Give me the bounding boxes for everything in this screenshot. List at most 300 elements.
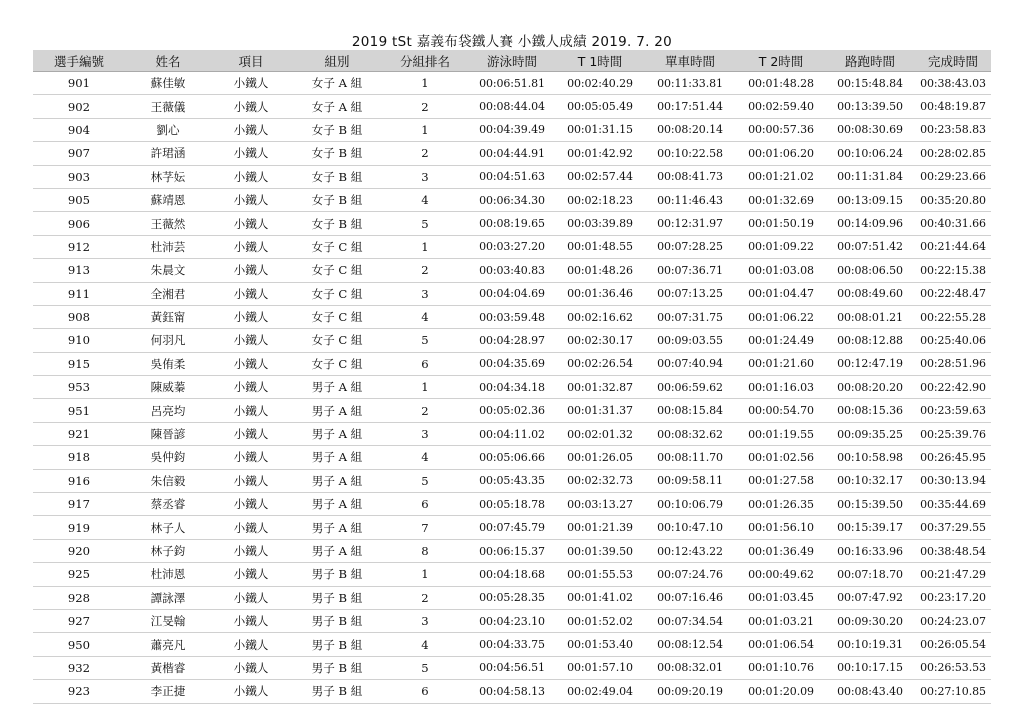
col-name-cell: 全湘君 xyxy=(125,282,211,305)
col-run-time-cell: 00:07:47.92 xyxy=(825,586,915,609)
col-bib-number-cell: 950 xyxy=(33,633,125,656)
col-group-rank-cell: 5 xyxy=(383,329,467,352)
table-row xyxy=(33,516,991,539)
col-name-cell: 朱信毅 xyxy=(125,469,211,492)
col-finish-time-cell: 00:23:58.83 xyxy=(915,118,991,141)
table-row xyxy=(33,376,991,399)
col-group-cell: 女子 C 組 xyxy=(291,282,383,305)
col-finish-time-cell: 00:21:44.64 xyxy=(915,235,991,258)
col-bib-number-cell: 906 xyxy=(33,212,125,235)
col-run-time-cell: 00:16:33.96 xyxy=(825,539,915,562)
col-swim-time-cell: 00:08:19.65 xyxy=(467,212,557,235)
col-bike-time-cell: 00:07:13.25 xyxy=(643,282,737,305)
col-bib-number-cell: 923 xyxy=(33,680,125,703)
col-group-cell: 男子 A 組 xyxy=(291,516,383,539)
col-t1-time-cell: 00:01:53.40 xyxy=(557,633,643,656)
col-swim-time-cell: 00:05:43.35 xyxy=(467,469,557,492)
col-run-time-cell: 00:08:15.36 xyxy=(825,399,915,422)
col-name-cell: 許珺涵 xyxy=(125,142,211,165)
col-swim-time-cell: 00:04:11.02 xyxy=(467,422,557,445)
col-t1-time-header: T 1時間 xyxy=(557,50,643,72)
col-group-rank-cell: 2 xyxy=(383,586,467,609)
col-group-cell: 男子 A 組 xyxy=(291,469,383,492)
col-t2-time-cell: 00:01:06.54 xyxy=(737,633,825,656)
table-row xyxy=(33,118,991,141)
col-group-rank-cell: 3 xyxy=(383,165,467,188)
col-bib-number-cell: 916 xyxy=(33,469,125,492)
table-row xyxy=(33,446,991,469)
col-group-rank-cell: 3 xyxy=(383,282,467,305)
col-name-cell: 林子鈞 xyxy=(125,539,211,562)
table-row xyxy=(33,609,991,632)
col-t2-time-cell: 00:01:50.19 xyxy=(737,212,825,235)
col-group-rank-cell: 1 xyxy=(383,563,467,586)
col-finish-time-cell: 00:22:15.38 xyxy=(915,259,991,282)
col-finish-time-cell: 00:35:44.69 xyxy=(915,493,991,516)
col-run-time-cell: 00:08:30.69 xyxy=(825,118,915,141)
col-name-cell: 朱晨文 xyxy=(125,259,211,282)
col-t1-time-cell: 00:01:48.26 xyxy=(557,259,643,282)
col-t2-time-header: T 2時間 xyxy=(737,50,825,72)
col-event-cell: 小鐵人 xyxy=(211,352,291,375)
col-bib-number-cell: 925 xyxy=(33,563,125,586)
col-name-cell: 何羽凡 xyxy=(125,329,211,352)
col-t1-time-cell: 00:01:31.37 xyxy=(557,399,643,422)
col-bib-number-cell: 903 xyxy=(33,165,125,188)
col-t1-time-cell: 00:01:26.05 xyxy=(557,446,643,469)
table-row xyxy=(33,422,991,445)
col-event-cell: 小鐵人 xyxy=(211,305,291,328)
col-swim-time-cell: 00:07:45.79 xyxy=(467,516,557,539)
col-group-rank-cell: 8 xyxy=(383,539,467,562)
col-event-cell: 小鐵人 xyxy=(211,95,291,118)
col-name-cell: 吳仲鈞 xyxy=(125,446,211,469)
col-run-time-cell: 00:10:19.31 xyxy=(825,633,915,656)
col-group-rank-cell: 6 xyxy=(383,493,467,516)
col-bike-time-cell: 00:17:51.44 xyxy=(643,95,737,118)
col-swim-time-cell: 00:06:51.81 xyxy=(467,72,557,95)
col-group-rank-cell: 3 xyxy=(383,422,467,445)
page-title: 2019 tSt 嘉義布袋鐵人賽 小鐵人成績 2019. 7. 20 xyxy=(351,34,673,50)
col-finish-time-cell: 00:37:29.55 xyxy=(915,516,991,539)
col-name-cell: 陳威蓁 xyxy=(125,376,211,399)
col-group-rank-cell: 4 xyxy=(383,188,467,211)
col-bib-number-cell: 902 xyxy=(33,95,125,118)
col-event-cell: 小鐵人 xyxy=(211,469,291,492)
col-group-rank-header: 分組排名 xyxy=(383,50,467,72)
col-run-time-cell: 00:09:30.20 xyxy=(825,609,915,632)
table-row xyxy=(33,469,991,492)
col-bike-time-cell: 00:08:41.73 xyxy=(643,165,737,188)
col-finish-time-cell: 00:26:45.95 xyxy=(915,446,991,469)
col-bike-time-cell: 00:07:40.94 xyxy=(643,352,737,375)
col-bike-time-cell: 00:12:43.22 xyxy=(643,539,737,562)
col-bib-number-cell: 917 xyxy=(33,493,125,516)
col-t2-time-cell: 00:01:56.10 xyxy=(737,516,825,539)
col-t2-time-cell: 00:01:04.47 xyxy=(737,282,825,305)
col-bib-number-cell: 907 xyxy=(33,142,125,165)
table-row xyxy=(33,563,991,586)
col-name-cell: 黃鈺甯 xyxy=(125,305,211,328)
col-t2-time-cell: 00:01:27.58 xyxy=(737,469,825,492)
col-group-cell: 男子 A 組 xyxy=(291,422,383,445)
col-run-time-cell: 00:09:35.25 xyxy=(825,422,915,445)
col-finish-time-cell: 00:23:17.20 xyxy=(915,586,991,609)
table-row xyxy=(33,212,991,235)
col-t1-time-cell: 00:03:13.27 xyxy=(557,493,643,516)
col-run-time-cell: 00:12:47.19 xyxy=(825,352,915,375)
col-group-cell: 女子 B 組 xyxy=(291,165,383,188)
col-t2-time-cell: 00:00:54.70 xyxy=(737,399,825,422)
col-event-cell: 小鐵人 xyxy=(211,259,291,282)
col-swim-time-cell: 00:04:56.51 xyxy=(467,656,557,679)
col-event-cell: 小鐵人 xyxy=(211,446,291,469)
col-finish-time-cell: 00:26:53.53 xyxy=(915,656,991,679)
col-run-time-header: 路跑時間 xyxy=(825,50,915,72)
col-t1-time-cell: 00:02:40.29 xyxy=(557,72,643,95)
col-swim-time-cell: 00:04:28.97 xyxy=(467,329,557,352)
col-group-rank-cell: 1 xyxy=(383,118,467,141)
col-bib-number-cell: 912 xyxy=(33,235,125,258)
col-name-cell: 蘇佳敏 xyxy=(125,72,211,95)
col-t1-time-cell: 00:01:55.53 xyxy=(557,563,643,586)
col-finish-time-cell: 00:25:40.06 xyxy=(915,329,991,352)
col-t2-time-cell: 00:00:49.62 xyxy=(737,563,825,586)
results-table xyxy=(33,50,991,704)
col-event-cell: 小鐵人 xyxy=(211,282,291,305)
col-finish-time-cell: 00:30:13.94 xyxy=(915,469,991,492)
col-t2-time-cell: 00:01:03.08 xyxy=(737,259,825,282)
col-group-rank-cell: 4 xyxy=(383,305,467,328)
col-bike-time-cell: 00:12:31.97 xyxy=(643,212,737,235)
col-t1-time-cell: 00:02:30.17 xyxy=(557,329,643,352)
col-group-cell: 女子 B 組 xyxy=(291,188,383,211)
col-run-time-cell: 00:08:06.50 xyxy=(825,259,915,282)
col-event-cell: 小鐵人 xyxy=(211,563,291,586)
col-group-cell: 男子 A 組 xyxy=(291,539,383,562)
col-event-cell: 小鐵人 xyxy=(211,165,291,188)
col-name-cell: 林芓妘 xyxy=(125,165,211,188)
col-t2-time-cell: 00:01:21.60 xyxy=(737,352,825,375)
col-name-cell: 劉心 xyxy=(125,118,211,141)
table-row xyxy=(33,259,991,282)
col-group-cell: 男子 B 組 xyxy=(291,633,383,656)
col-t2-time-cell: 00:02:59.40 xyxy=(737,95,825,118)
col-t2-time-cell: 00:01:10.76 xyxy=(737,656,825,679)
col-t2-time-cell: 00:01:26.35 xyxy=(737,493,825,516)
col-bib-number-cell: 921 xyxy=(33,422,125,445)
col-t2-time-cell: 00:01:20.09 xyxy=(737,680,825,703)
col-run-time-cell: 00:15:39.50 xyxy=(825,493,915,516)
col-finish-time-cell: 00:23:59.63 xyxy=(915,399,991,422)
col-group-cell: 女子 C 組 xyxy=(291,305,383,328)
table-row xyxy=(33,493,991,516)
col-t1-time-cell: 00:02:16.62 xyxy=(557,305,643,328)
table-row xyxy=(33,282,991,305)
col-finish-time-cell: 00:28:51.96 xyxy=(915,352,991,375)
col-group-cell: 女子 B 組 xyxy=(291,212,383,235)
col-name-header: 姓名 xyxy=(125,50,211,72)
col-group-cell: 女子 C 組 xyxy=(291,259,383,282)
col-swim-time-cell: 00:04:39.49 xyxy=(467,118,557,141)
col-event-cell: 小鐵人 xyxy=(211,399,291,422)
col-bike-time-header: 單車時間 xyxy=(643,50,737,72)
col-swim-time-cell: 00:06:15.37 xyxy=(467,539,557,562)
col-swim-time-cell: 00:03:59.48 xyxy=(467,305,557,328)
col-t1-time-cell: 00:02:49.04 xyxy=(557,680,643,703)
header-row xyxy=(33,50,991,72)
col-group-rank-cell: 1 xyxy=(383,235,467,258)
col-swim-time-cell: 00:04:23.10 xyxy=(467,609,557,632)
col-bike-time-cell: 00:08:20.14 xyxy=(643,118,737,141)
col-bike-time-cell: 00:09:20.19 xyxy=(643,680,737,703)
col-group-rank-cell: 5 xyxy=(383,212,467,235)
col-finish-time-header: 完成時間 xyxy=(915,50,991,72)
col-run-time-cell: 00:08:12.88 xyxy=(825,329,915,352)
col-group-cell: 女子 C 組 xyxy=(291,329,383,352)
col-name-cell: 吳侑柔 xyxy=(125,352,211,375)
col-group-cell: 男子 A 組 xyxy=(291,376,383,399)
col-t1-time-cell: 00:02:01.32 xyxy=(557,422,643,445)
table-row xyxy=(33,72,991,95)
col-t1-time-cell: 00:01:48.55 xyxy=(557,235,643,258)
table-row xyxy=(33,656,991,679)
col-bike-time-cell: 00:10:06.79 xyxy=(643,493,737,516)
col-finish-time-cell: 00:22:48.47 xyxy=(915,282,991,305)
col-group-rank-cell: 5 xyxy=(383,656,467,679)
col-t1-time-cell: 00:01:36.46 xyxy=(557,282,643,305)
table-row xyxy=(33,539,991,562)
col-group-rank-cell: 1 xyxy=(383,376,467,399)
col-t1-time-cell: 00:01:41.02 xyxy=(557,586,643,609)
col-group-rank-cell: 1 xyxy=(383,72,467,95)
col-bike-time-cell: 00:07:34.54 xyxy=(643,609,737,632)
col-bike-time-cell: 00:11:33.81 xyxy=(643,72,737,95)
col-group-cell: 女子 A 組 xyxy=(291,95,383,118)
table-body xyxy=(33,72,991,704)
col-event-cell: 小鐵人 xyxy=(211,188,291,211)
col-event-cell: 小鐵人 xyxy=(211,656,291,679)
col-group-rank-cell: 2 xyxy=(383,399,467,422)
col-name-cell: 李正捷 xyxy=(125,680,211,703)
col-t1-time-cell: 00:01:32.87 xyxy=(557,376,643,399)
col-name-cell: 杜沛恩 xyxy=(125,563,211,586)
col-group-cell: 男子 B 組 xyxy=(291,586,383,609)
table-row xyxy=(33,586,991,609)
col-group-rank-cell: 6 xyxy=(383,680,467,703)
col-finish-time-cell: 00:28:02.85 xyxy=(915,142,991,165)
col-run-time-cell: 00:13:39.50 xyxy=(825,95,915,118)
col-event-cell: 小鐵人 xyxy=(211,539,291,562)
table-row xyxy=(33,305,991,328)
col-name-cell: 江旻翰 xyxy=(125,609,211,632)
col-run-time-cell: 00:10:58.98 xyxy=(825,446,915,469)
col-run-time-cell: 00:08:01.21 xyxy=(825,305,915,328)
col-swim-time-cell: 00:05:28.35 xyxy=(467,586,557,609)
col-t1-time-cell: 00:01:21.39 xyxy=(557,516,643,539)
col-t2-time-cell: 00:01:06.22 xyxy=(737,305,825,328)
col-t2-time-cell: 00:01:32.69 xyxy=(737,188,825,211)
col-t2-time-cell: 00:01:16.03 xyxy=(737,376,825,399)
col-finish-time-cell: 00:25:39.76 xyxy=(915,422,991,445)
col-swim-time-cell: 00:04:34.18 xyxy=(467,376,557,399)
table-row xyxy=(33,165,991,188)
col-group-cell: 男子 A 組 xyxy=(291,399,383,422)
table-row xyxy=(33,95,991,118)
col-group-rank-cell: 4 xyxy=(383,633,467,656)
col-swim-time-cell: 00:06:34.30 xyxy=(467,188,557,211)
col-bike-time-cell: 00:07:31.75 xyxy=(643,305,737,328)
col-t1-time-cell: 00:01:57.10 xyxy=(557,656,643,679)
col-t1-time-cell: 00:02:57.44 xyxy=(557,165,643,188)
col-t2-time-cell: 00:01:02.56 xyxy=(737,446,825,469)
col-event-cell: 小鐵人 xyxy=(211,633,291,656)
col-bib-number-cell: 905 xyxy=(33,188,125,211)
col-run-time-cell: 00:15:48.84 xyxy=(825,72,915,95)
col-event-cell: 小鐵人 xyxy=(211,72,291,95)
col-event-cell: 小鐵人 xyxy=(211,586,291,609)
col-swim-time-cell: 00:04:44.91 xyxy=(467,142,557,165)
col-name-cell: 黃楷睿 xyxy=(125,656,211,679)
col-t2-time-cell: 00:01:19.55 xyxy=(737,422,825,445)
col-swim-time-cell: 00:04:58.13 xyxy=(467,680,557,703)
table-row xyxy=(33,399,991,422)
col-event-cell: 小鐵人 xyxy=(211,516,291,539)
col-name-cell: 杜沛芸 xyxy=(125,235,211,258)
col-group-cell: 女子 B 組 xyxy=(291,142,383,165)
col-t1-time-cell: 00:02:18.23 xyxy=(557,188,643,211)
col-bib-number-cell: 920 xyxy=(33,539,125,562)
col-finish-time-cell: 00:40:31.66 xyxy=(915,212,991,235)
col-bike-time-cell: 00:08:32.62 xyxy=(643,422,737,445)
col-swim-time-cell: 00:03:40.83 xyxy=(467,259,557,282)
col-t2-time-cell: 00:01:09.22 xyxy=(737,235,825,258)
col-bike-time-cell: 00:10:22.58 xyxy=(643,142,737,165)
col-swim-time-header: 游泳時間 xyxy=(467,50,557,72)
col-group-cell: 男子 A 組 xyxy=(291,446,383,469)
table-row xyxy=(33,633,991,656)
col-bib-number-cell: 951 xyxy=(33,399,125,422)
col-finish-time-cell: 00:29:23.66 xyxy=(915,165,991,188)
col-t2-time-cell: 00:01:24.49 xyxy=(737,329,825,352)
col-t1-time-cell: 00:03:39.89 xyxy=(557,212,643,235)
col-event-cell: 小鐵人 xyxy=(211,329,291,352)
col-group-rank-cell: 5 xyxy=(383,469,467,492)
col-group-cell: 男子 B 組 xyxy=(291,563,383,586)
col-finish-time-cell: 00:24:23.07 xyxy=(915,609,991,632)
col-name-cell: 蘇靖恩 xyxy=(125,188,211,211)
col-bib-number-header: 選手編號 xyxy=(33,50,125,72)
col-swim-time-cell: 00:08:44.04 xyxy=(467,95,557,118)
col-swim-time-cell: 00:04:18.68 xyxy=(467,563,557,586)
table-header xyxy=(33,50,991,72)
col-event-cell: 小鐵人 xyxy=(211,376,291,399)
col-event-cell: 小鐵人 xyxy=(211,142,291,165)
table-row xyxy=(33,329,991,352)
col-t1-time-cell: 00:01:52.02 xyxy=(557,609,643,632)
col-bib-number-cell: 913 xyxy=(33,259,125,282)
col-event-cell: 小鐵人 xyxy=(211,422,291,445)
col-t2-time-cell: 00:01:48.28 xyxy=(737,72,825,95)
col-group-cell: 女子 C 組 xyxy=(291,352,383,375)
col-name-cell: 王薇儀 xyxy=(125,95,211,118)
col-t1-time-cell: 00:01:42.92 xyxy=(557,142,643,165)
col-name-cell: 陳晉諺 xyxy=(125,422,211,445)
col-group-cell: 男子 A 組 xyxy=(291,493,383,516)
col-bib-number-cell: 901 xyxy=(33,72,125,95)
table-row xyxy=(33,188,991,211)
col-bib-number-cell: 908 xyxy=(33,305,125,328)
col-group-rank-cell: 2 xyxy=(383,95,467,118)
col-finish-time-cell: 00:35:20.80 xyxy=(915,188,991,211)
col-group-rank-cell: 3 xyxy=(383,609,467,632)
col-swim-time-cell: 00:03:27.20 xyxy=(467,235,557,258)
col-swim-time-cell: 00:04:33.75 xyxy=(467,633,557,656)
col-group-cell: 男子 B 組 xyxy=(291,609,383,632)
col-swim-time-cell: 00:05:06.66 xyxy=(467,446,557,469)
col-bib-number-cell: 918 xyxy=(33,446,125,469)
col-bike-time-cell: 00:08:32.01 xyxy=(643,656,737,679)
col-run-time-cell: 00:14:09.96 xyxy=(825,212,915,235)
col-bib-number-cell: 953 xyxy=(33,376,125,399)
col-name-cell: 呂亮均 xyxy=(125,399,211,422)
col-bib-number-cell: 910 xyxy=(33,329,125,352)
col-bib-number-cell: 904 xyxy=(33,118,125,141)
col-bike-time-cell: 00:08:12.54 xyxy=(643,633,737,656)
col-event-cell: 小鐵人 xyxy=(211,235,291,258)
col-bib-number-cell: 911 xyxy=(33,282,125,305)
col-t2-time-cell: 00:01:36.49 xyxy=(737,539,825,562)
col-bike-time-cell: 00:11:46.43 xyxy=(643,188,737,211)
col-bike-time-cell: 00:07:16.46 xyxy=(643,586,737,609)
col-finish-time-cell: 00:22:55.28 xyxy=(915,305,991,328)
col-group-rank-cell: 2 xyxy=(383,259,467,282)
col-swim-time-cell: 00:04:04.69 xyxy=(467,282,557,305)
table-row xyxy=(33,352,991,375)
col-group-cell: 女子 C 組 xyxy=(291,235,383,258)
col-bike-time-cell: 00:10:47.10 xyxy=(643,516,737,539)
col-t1-time-cell: 00:02:26.54 xyxy=(557,352,643,375)
col-t2-time-cell: 00:01:06.20 xyxy=(737,142,825,165)
col-run-time-cell: 00:10:32.17 xyxy=(825,469,915,492)
col-name-cell: 蔡丞睿 xyxy=(125,493,211,516)
col-bike-time-cell: 00:07:28.25 xyxy=(643,235,737,258)
col-bib-number-cell: 928 xyxy=(33,586,125,609)
col-group-rank-cell: 2 xyxy=(383,142,467,165)
col-event-header: 項目 xyxy=(211,50,291,72)
col-group-cell: 女子 B 組 xyxy=(291,118,383,141)
col-swim-time-cell: 00:04:35.69 xyxy=(467,352,557,375)
col-bib-number-cell: 927 xyxy=(33,609,125,632)
col-t2-time-cell: 00:00:57.36 xyxy=(737,118,825,141)
col-swim-time-cell: 00:05:18.78 xyxy=(467,493,557,516)
col-t2-time-cell: 00:01:03.45 xyxy=(737,586,825,609)
col-event-cell: 小鐵人 xyxy=(211,118,291,141)
col-run-time-cell: 00:10:17.15 xyxy=(825,656,915,679)
col-name-cell: 譚詠澤 xyxy=(125,586,211,609)
col-run-time-cell: 00:08:49.60 xyxy=(825,282,915,305)
col-name-cell: 王薇然 xyxy=(125,212,211,235)
col-t2-time-cell: 00:01:03.21 xyxy=(737,609,825,632)
col-bib-number-cell: 919 xyxy=(33,516,125,539)
col-run-time-cell: 00:08:20.20 xyxy=(825,376,915,399)
col-finish-time-cell: 00:38:48.54 xyxy=(915,539,991,562)
col-bike-time-cell: 00:09:58.11 xyxy=(643,469,737,492)
col-group-rank-cell: 4 xyxy=(383,446,467,469)
col-run-time-cell: 00:08:43.40 xyxy=(825,680,915,703)
col-bike-time-cell: 00:07:24.76 xyxy=(643,563,737,586)
col-name-cell: 蕭亮凡 xyxy=(125,633,211,656)
